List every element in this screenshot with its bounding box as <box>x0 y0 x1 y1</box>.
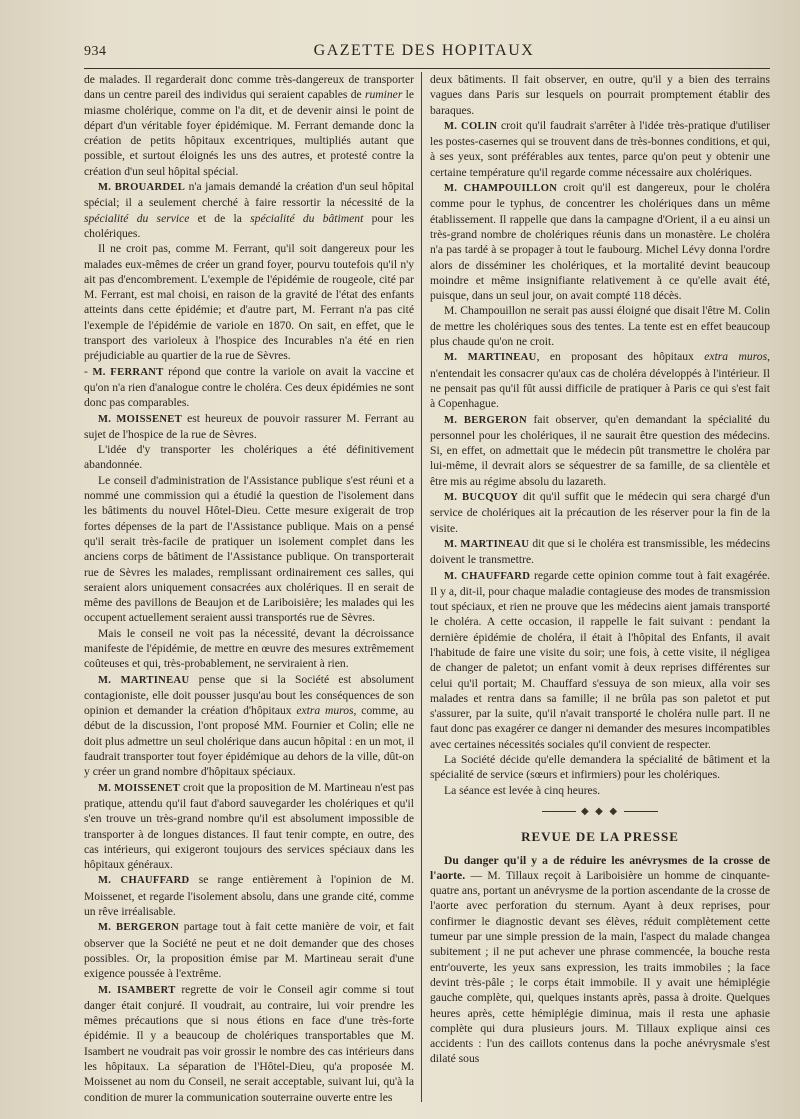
text-run: , comme, au début de la discussion, l'ont proposé MM. Fournier et Colin; elle ne doit plus admettre un seul cholérique dans aucun hôpital : en un mot, il faudrait transporter tout foyer épidémique au dehors de la ville, dût-on y créer un grand nombre d'hôpitaux spéciaux. <box>84 704 414 779</box>
text-run: pense que si la Société est absolument contagioniste, elle doit pousser jusqu'au bout les conséquences de son opinion et demander la création d'hôpitaux <box>84 672 414 718</box>
text-run: croit que la proposition de M. Martineau n'est pas pratique, attendu qu'il faut d'abord sauvegarder les cholériques et qu'il s'en trouve un très-grand nombre qu'il est absolument impossible de transporter à de longues distances. Il faut tenir compte, en outre, des cas intérieurs, qui exigeront toujours des services spéciaux dans les hôpitaux généraux. <box>84 780 414 872</box>
paragraph <box>430 412 770 489</box>
paragraph <box>84 473 414 626</box>
text-run: le miasme cholérique, comme on l'a dit, et de devenir ainsi le point de départ d'un véritable foyer épidémique. M. Ferrant demande donc la création de petits hôpitaux excentriques, multipliés autant que possible, et surtout éloignés les uns des autres, et protesté contre la création d'un seul hôpital spécial. <box>84 88 415 178</box>
header-rule <box>84 68 770 69</box>
speaker-name: M. FERRANT <box>92 366 164 378</box>
text-run: M. Champouillon ne serait pas aussi éloigné que disait l'être M. Colin de mettre les cholériques sous des tentes. La tente est en effet beaucoup plus chaude qu'on ne croit. <box>430 304 770 349</box>
text-run: fait observer, qu'en demandant la spécialité du personnel pour les cholériques, il ne saurait être question des médecins. Si, en effet, on admettait que le médecin pût transmettre le choléra par lui-même, il devrait alors se séquestrer de sa famille, de sa clientèle et être mis au régime absolu du lazareth. <box>430 412 770 488</box>
speaker-name: M. CHAMPOUILLON <box>444 183 558 195</box>
italic-text: extra muros <box>704 350 768 364</box>
speaker-name: M. BROUARDEL <box>98 182 186 194</box>
speaker-name: M. BUCQUOY <box>444 492 519 504</box>
speaker-name: M. MARTINEAU <box>444 538 530 550</box>
paragraph <box>84 179 414 241</box>
text-run: L'idée d'y transporter les cholériques a été définitivement abandonnée. <box>84 443 414 472</box>
text-run: La Société décide qu'elle demandera la spécialité de bâtiment et la spécialité de service (sœurs et infirmiers) pour les cholériques. <box>430 753 770 782</box>
section-heading: REVUE DE LA PRESSE <box>521 829 679 845</box>
speaker-name: M. BERGERON <box>98 922 180 934</box>
text-run: répond que contre la variole on avait la vaccine et qu'on n'a rien d'analogue contre le choléra. Ces deux épidémies ne sont donc pas comparables. <box>84 364 414 410</box>
paragraph <box>84 919 414 981</box>
paragraph <box>430 783 770 798</box>
paragraph <box>84 241 414 363</box>
text-run: regrette de voir le Conseil agir comme si tout danger était conjuré. Il voudrait, au contraire, lui voir prendre les mêmes précautions que si nous étions en face d'une très-forte épidémie. Il y a beaucoup de cholériques transportables que M. Isambert ne voudrait pas voir grossir le nombre des cas intérieurs dans les hôpitaux. La séparation de l'Hôtel-Dieu, qu'a proposée M. Moissenet au nom du Conseil, ne serait acceptable, suivant lui, qu'à la condition de murer la communication souterraine ouverte entre les <box>84 982 414 1104</box>
paragraph <box>84 442 414 473</box>
paragraph <box>430 536 770 568</box>
column-divider <box>421 72 422 1102</box>
paragraph <box>430 180 770 303</box>
speaker-name: M. MOISSENET <box>98 782 180 794</box>
right-column <box>430 72 770 1067</box>
paragraph <box>84 411 414 443</box>
text-run: croit qu'il faudrait s'arrêter à l'idée très-pratique d'utiliser les postes-casernes qui se trouvent dans de très-bonnes conditions, et qui, à ses yeux, sont préférables aux tentes, parce qu'on peut y obtenir une certaine température qu'il regarde comme nécessaire aux cholériques. <box>430 118 771 179</box>
speaker-name: M. CHAUFFARD <box>444 570 531 582</box>
text-run: est heureux de pouvoir rassurer M. Ferrant au sujet de l'hospice de la rue de Sèvres. <box>84 411 414 441</box>
text-run: Le conseil d'administration de l'Assistance publique s'est réuni et a nommé une commission qui a étudié la question de l'isolement dans les bâtiments du nouvel Hôtel-Dieu. Cette mesure exigerait de trop fortes dépenses de la part de l'Assistance publique. Mais on a pensé qu'il serait très-facile de pratiquer un isolement complet dans les anciens corps de bâtiment de l'Assistance publique. On transporterait rue de Sèvres les malades, remplissant ordinairement ces salles, qui seraient alors uniquement consacrées aux cholériques. Il en serait de même des pavillons de Beaujon et de Lariboisière; les malades qui les occupent actuellement seraient aussi transportés rue de Sèvres. <box>84 473 414 625</box>
paragraph <box>84 72 414 179</box>
text-run: dit que si le choléra est transmissible, les médecins doivent le transmettre. <box>430 536 771 567</box>
text-run: - <box>84 364 93 378</box>
speaker-name: M. BERGERON <box>444 414 527 426</box>
text-run: , en proposant des hôpitaux <box>536 350 705 364</box>
text-run: de malades. Il regarderait donc comme très-dangereux de transporter dans un centre pareil des individus qui seraient capables de <box>84 73 414 102</box>
speaker-name: M. CHAUFFARD <box>98 875 190 887</box>
paragraph <box>430 489 770 536</box>
article-title: Du danger qu'il y a de réduire les anévrysmes de la crosse de l'aorte. <box>430 853 770 882</box>
italic-text: ruminer <box>364 88 403 102</box>
paragraph <box>430 853 770 1067</box>
page-number: 934 <box>84 44 107 59</box>
paragraph <box>430 752 770 783</box>
text-run: partage tout à fait cette manière de voir, et fait observer que la Société ne peut et ne doit demander que des choses possibles. Or, la proposition émise par M. Martineau serait d'une exigence poussée à l'extrême. <box>84 920 414 981</box>
paragraph <box>84 872 414 919</box>
italic-text: spécialité du bâtiment <box>250 211 364 225</box>
paragraph <box>430 303 770 349</box>
text-run: n'a jamais demandé la création d'un seul hôpital spécial; il a seulement cherché à faire ressortir la nécessité de la <box>84 180 415 210</box>
text-run: La séance est levée à cinq heures. <box>444 783 601 797</box>
paragraph <box>84 672 414 780</box>
paragraph <box>84 780 414 873</box>
text-run: , n'entendait les consacrer qu'aux cas de choléra développés à l'intérieur. Il ne pensait pas qu'il fût aussi difficile de pratiquer à Paris ce qui s'est fait à Copenhague. <box>430 350 770 411</box>
paragraph <box>84 364 414 411</box>
speaker-name: M. MARTINEAU <box>98 674 190 686</box>
paragraph <box>430 72 770 118</box>
text-run: dit qu'il suffit que le médecin qui sera chargé d'un service de cholériques ait la précaution de les réserver pour la fin de la visite. <box>430 490 770 535</box>
journal-title: GAZETTE DES HOPITAUX <box>313 42 535 59</box>
speaker-name: M. ISAMBERT <box>98 984 176 996</box>
left-column <box>84 72 414 1105</box>
text-run: croit qu'il est dangereux, pour le choléra comme pour le typhus, de concentrer les cholériques dans un même établissement. Il rappelle que dans la campagne d'Orient, il a eu ainsi un très-grand nombre de cholériques réunis dans un monastère. Le choléra n'a pas tardé à se propager à tout le faubourg. Michel Lévy donna l'ordre alors de disséminer les cholériques, et la mortalité devint beaucoup moindre et même insignifiante relativement à ce qu'elle avait été, puisque, dans un seul jour, on avait compté 118 décès. <box>430 181 771 303</box>
text-run: se range entièrement à l'opinion de M. Moissenet, et regarde l'isolement absolu, dans une grande cité, comme un rêve irréalisable. <box>84 873 414 919</box>
text-run: regarde cette opinion comme tout à fait exagérée. Il y a, dit-il, pour chaque maladie contagieuse des modes de transmission tout spéciaux, et rien ne prouve que les médecins aient jamais transporté le choléra. A cette occasion, il rappelle le fait suivant : pendant la dernière épidémie de choléra, il était à l'hôpital des Enfants, il avait l'habitude de faire une visite du soir; une fois, à cette visite, il négligea de changer de paletot; un enfant vomit à deux reprises différentes sur celui qu'il portait; M. Chauffard s'essuya de son mieux, alla voir ses malades et rentra dans sa famille; il ne brûla pas son paletot et put s'assurer, par la suite, qu'il n'avait transporté le choléra nulle part. Il ne faut donc pas exagérer ce danger ni demander des mesures incompatibles avec certaines nécessités sociales qu'il convient de respecter. <box>430 568 770 751</box>
page-header <box>84 40 764 64</box>
paragraph <box>430 568 770 753</box>
italic-text: spécialité du service <box>84 211 190 225</box>
paragraph <box>430 349 770 411</box>
text-run: — M. Tillaux reçoit à Lariboisière un homme de cinquante-quatre ans, portant un anévrysme de la portion ascendante de la crosse de l'aorte avec perforation du sternum. Ayant à deux reprises, pour confirmer le diagnostic devant ses élèves, réduit complètement cette tumeur par une simple pression de la main, l'aspect du malade changea subitement ; il ne put achever une phrase commencée, la bouche resta entr'ouverte, les yeux sans expression, les traits immobiles ; la face devint très-pâle ; le corps était immobile. Il y avait une hémiplégie gauche complète, qui, quelques instants après, passa à droite. Quelques heures après, cette hémiplégie diminua, mais il resta une aphasie complète qui dura plusieurs jours. M. Tillaux explique ainsi ces accidents : l'un des caillots contenus dans la poche anévrysmale s'est dilaté sous <box>430 868 770 1066</box>
paragraph <box>84 982 414 1105</box>
speaker-name: M. MARTINEAU <box>444 352 537 364</box>
text-run: Mais le conseil ne voit pas la nécessité, devant la décroissance manifeste de l'épidémie, de mettre en œuvre des mesures extrêmement coûteuses et qui, très-probablement, ne serviraient à rien. <box>84 626 414 671</box>
text-run: et de la <box>189 211 251 225</box>
text-run: Il ne croit pas, comme M. Ferrant, qu'il soit dangereux pour les malades eux-mêmes de créer un grand foyer, pourvu toutefois qu'il n'y ait pas d'encombrement. L'exemple de l'épidémie de rougeole, cité par M. Ferrant, est mal choisi, en raison de la gravité de l'état des enfants atteints dans cette épidémie; et d'autre part, M. Ferrant n'a pas cité l'exemple de l'épidémie de variole en 1870. On sait, en effet, que le transport des varioleux à l'hospice des Incurables n'a été en rien préjudiciable au quartier de la rue de Sèvres. <box>84 242 414 363</box>
paragraph <box>84 626 414 672</box>
speaker-name: M. COLIN <box>444 120 498 132</box>
italic-text: extra muros <box>296 704 354 718</box>
text-run: pour les cholériques. <box>84 211 414 240</box>
text-run: deux bâtiments. Il fait observer, en outre, qu'il y a bien des terrains vagues dans Paris sur lesquels on pourrait promptement établir des baraques. <box>430 73 770 117</box>
speaker-name: M. MOISSENET <box>98 413 183 425</box>
section-ornament: ◆ ◆ ◆ <box>430 804 770 819</box>
paragraph <box>430 118 770 180</box>
